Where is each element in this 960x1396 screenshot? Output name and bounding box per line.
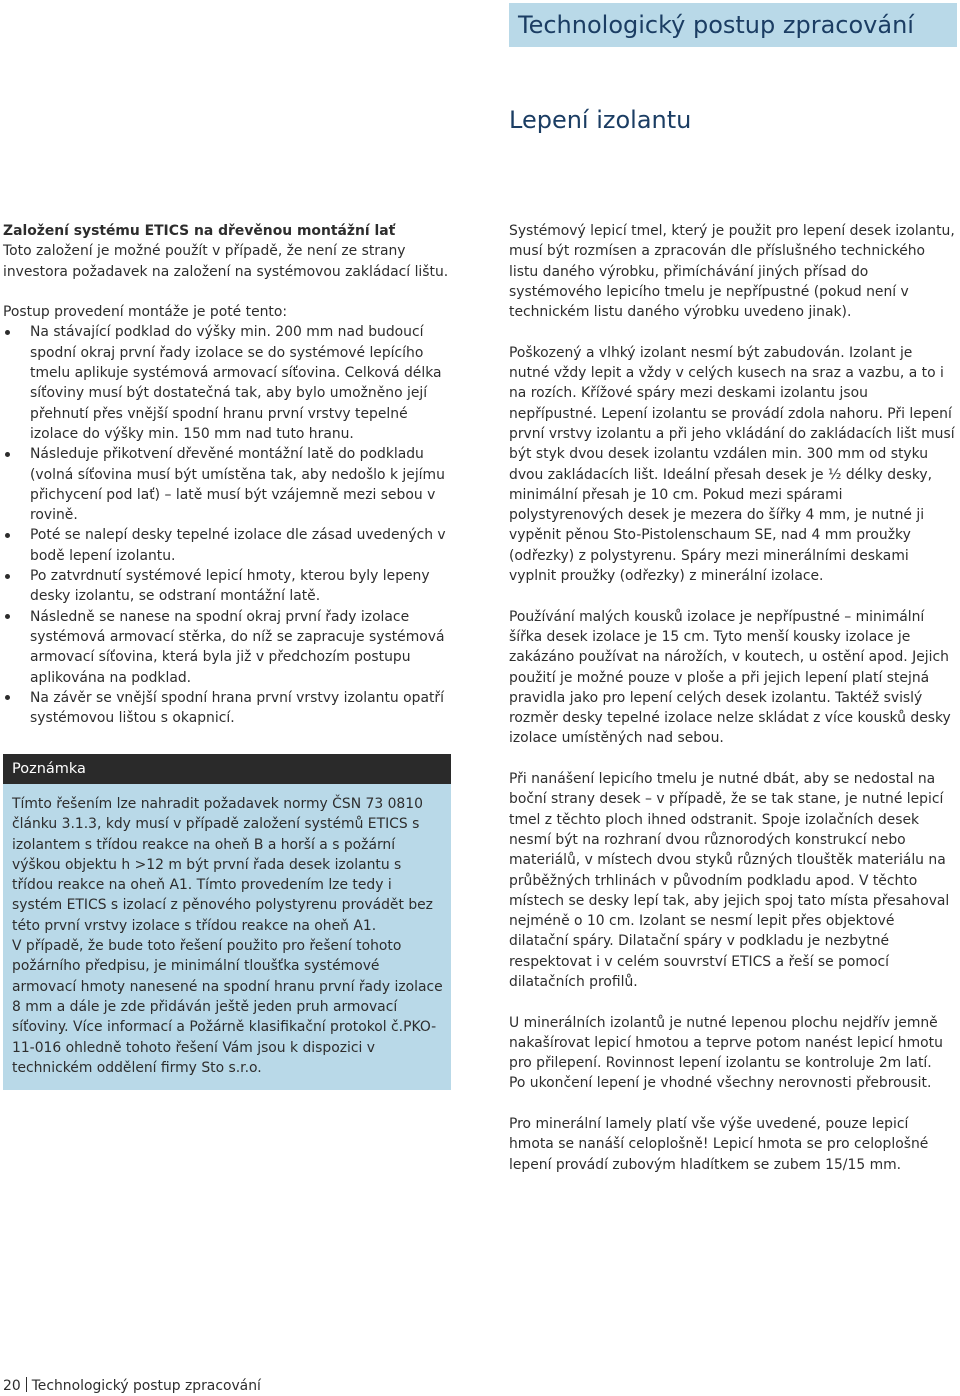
list-item: Na závěr se vnější spodní hrana první vrstvy izolantu opatří systémovou lištou s okapnicí. [3, 688, 453, 729]
paragraph: U minerálních izolantů je nutné lepenou plochu nejdřív jemně nakašírovat lepicí hmotou a teprve potom nanést lepicí hmotu pro přilepení. Rovinnost lepení izolantu se kontroluje 2m latí. [509, 1014, 943, 1072]
note-body [3, 784, 451, 1078]
page-title: Technologický postup zpracování [518, 11, 914, 39]
page-footer [3, 1377, 261, 1394]
note-paragraph: V případě, že bude toto řešení použito pro řešení tohoto požárního předpisu, je minimální tloušťka systémové armovací hmoty nanesené na spodní hranu první řady izolace 8 mm a dále je zde přidáván ještě jeden pruh armovací síťoviny. Více informací a Požárně klasifikační protokol č.PKO-11-016 ohledně tohoto řešení Vám jsou k dispozici v technickém oddělení firmy Sto s.r.o. [12, 938, 443, 1076]
note-label: Poznámka [3, 754, 451, 784]
right-column [509, 221, 957, 1175]
paragraph: Systémový lepicí tmel, který je použit pro lepení desek izolantu, musí být rozmísen a zpracován dle příslušného technického listu daného výrobku, přimíchávání jiných přísad do systémového lepicího tmelu je nepřípustné (pokud není v technickém listu daného výrobku uvedeno jinak). [509, 223, 955, 321]
paragraph: Poškozený a vlhký izolant nesmí být zabudován. Izolant je nutné vždy lepit a vždy v celých kusech na sraz a vazbu, a to i na rozích. Křížové spáry mezi deskami izolantu jsou nepřípustné. Lepení izolantu se provádí zdola nahoru. Při lepení první vrstvy izolantu a při jeho vkládání do zakládacích lišt musí být styk dvou desek izolantu vzdálen min. 300 mm od styku dvou zakládacích lišt. Ideální přesah desek je ½ délky desky, minimální přesah je 10 cm. Pokud mezi spárami polystyrenových desek je mezera do šířky 4 mm, je nutné ji vypěnit pěnou Sto-Pistolenschaum SE, nad 4 mm proužky (odřezky) z polystyrenu. Spáry mezi minerálními deskami vyplnit proužky (odřezky) z minerální izolace. [509, 344, 955, 585]
left-heading: Založení systému ETICS na dřevěnou montážní lať [3, 223, 396, 239]
paragraph: Používání malých kousků izolace je nepřípustné – minimální šířka desek izolace je 15 cm. Tyto menší kousky izolace je zakázáno používat na nárožích, v koutech, u ostění apod. Jejich použití je možné pouze v ploše a při jejich lepení platí stejná pravidla jako pro lepení celých desek izolantu. Taktéž svislý rozměr desky tepelné izolace nelze skládat z více kousků desky izolace umístěných nad sebou. [509, 608, 951, 747]
footer-divider [26, 1377, 27, 1392]
list-item: Poté se nalepí desky tepelné izolace dle zásad uvedených v bodě lepení izolantu. [3, 525, 453, 566]
procedure-steps [3, 322, 453, 728]
paragraph: Pro minerální lamely platí vše výše uvedené, pouze lepicí hmota se nanáší celoplošně! Lepicí hmota se pro celoplošné lepení provádí zubovým hladítkem se zubem 15/15 mm. [509, 1116, 929, 1173]
list-item: Na stávající podklad do výšky min. 200 mm nad budoucí spodní okraj první řady izolace se do systémové lepícího tmelu aplikuje systémová armovací síťovina. Celková délka síťoviny musí být dostatečná tak, aby bylo umožněno její přehnutí přes vnější spodní hranu první vrstvy tepelné izolace do výšky min. 150 mm nad tuto hranu. [3, 322, 453, 444]
paragraph: Po ukončení lepení je vhodné všechny nerovnosti přebrousit. [509, 1075, 932, 1092]
section-title: Lepení izolantu [509, 106, 692, 134]
note-box [3, 754, 451, 1090]
left-column [3, 221, 453, 728]
left-intro: Toto založení je možné použít v případě, že není ze strany investora požadavek na založení na systémovou zakládací lištu. [3, 243, 449, 280]
footer-section: Technologický postup zpracování [31, 1378, 261, 1394]
header-band [509, 3, 957, 47]
procedure-label: Postup provedení montáže je poté tento: [3, 304, 288, 321]
paragraph: Při nanášení lepicího tmelu je nutné dbát, aby se nedostal na boční strany desek – v případě, že se tak stane, je nutné lepicí tmel z těchto ploch ihned odstranit. Spoje izolačních desek nesmí být na rozhraní dvou různorodých konstrukcí nebo materiálů, v místech dvou styků různých tlouštěk materiálu na průběžných trhlinách v původním podkladu apod. V těchto místech se desky lepí tak, aby jejich spoj tato místa přesahoval nejméně o 10 cm. Izolant se nesmí lepit přes objektové dilatační spáry. Dilatační spáry v podkladu je nezbytné respektovat i v celém souvrství ETICS a řeší se pomocí dilatačních profilů. [509, 771, 950, 990]
page-number: 20 [3, 1378, 21, 1394]
note-paragraph: Tímto řešením lze nahradit požadavek normy ČSN 73 0810 článku 3.1.3, kdy musí v případě založení systémů ETICS s izolantem s třídou reakce na oheň B a horší a s požární výškou objektu h >12 m být první řada desek izolantu s třídou reakce na oheň A1. Tímto provedením lze tedy i systém ETICS s izolací z pěnového polystyrenu provádět bez této první vrstvy izolace s třídou reakce na oheň A1. [12, 796, 433, 934]
list-item: Po zatvrdnutí systémové lepicí hmoty, kterou byly lepeny desky izolantu, se odstraní montážní latě. [3, 566, 453, 607]
list-item: Následuje přikotvení dřevěné montážní latě do podkladu (volná síťovina musí být umístěna tak, aby nedošlo k jejímu přichycení pod lať) – latě musí být vzájemně mezi sebou v rovině. [3, 444, 453, 525]
list-item: Následně se nanese na spodní okraj první řady izolace systémová armovací stěrka, do níž se zapracuje systémová armovací síťovina, která byla již v předchozím postupu aplikována na podklad. [3, 607, 453, 688]
